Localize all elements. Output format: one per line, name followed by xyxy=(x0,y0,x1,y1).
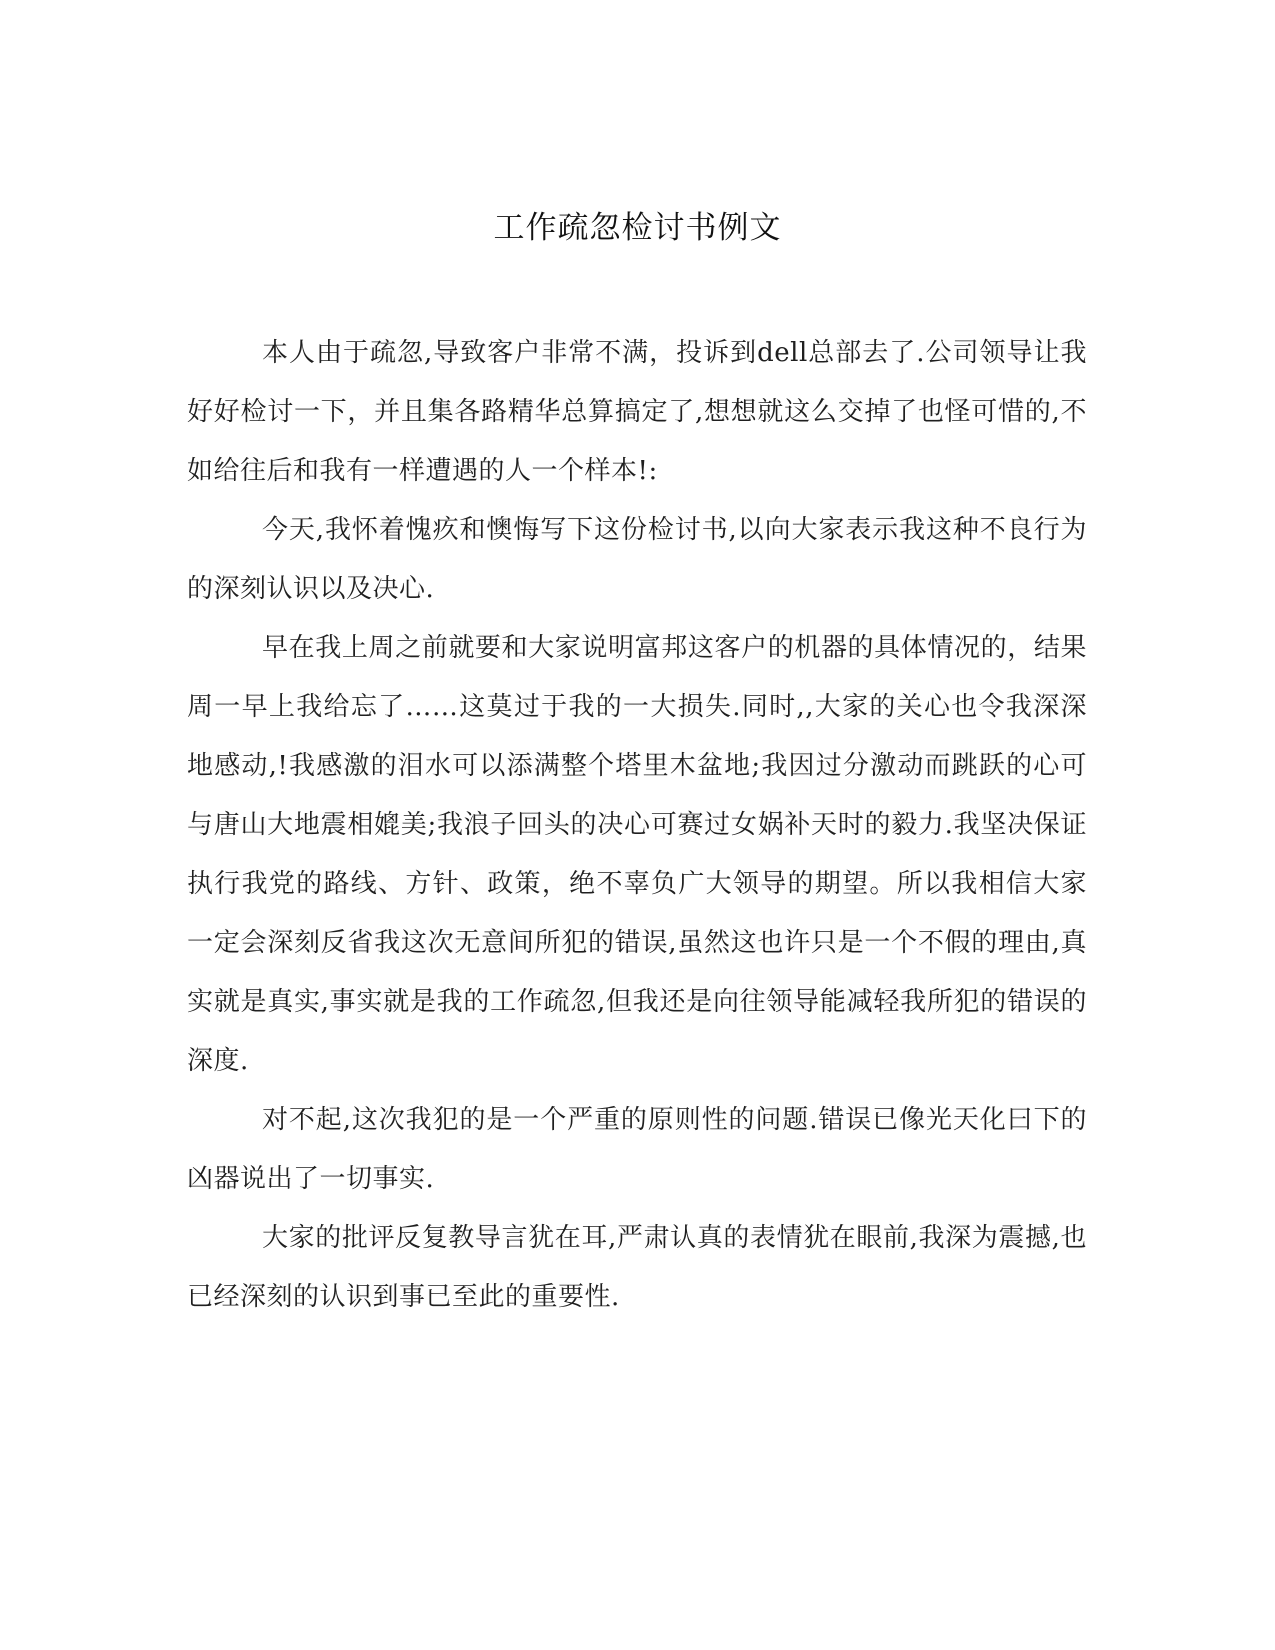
paragraph-5: 大家的批评反复教导言犹在耳,严肃认真的表情犹在眼前,我深为震撼,也已经深刻的认识到事已至此的重要性. xyxy=(187,1223,1087,1312)
paragraph-3: 早在我上周之前就要和大家说明富邦这客户的机器的具体情况的，结果周一早上我给忘了……这莫过于我的一大损失.同时,,大家的关心也令我深深地感动,!我感激的泪水可以添满整个塔里木盆地;我因过分激动而跳跃的心可与唐山大地震相媲美;我浪子回头的决心可赛过女娲补天时的毅力.我坚决保证执行我党的路线、方针、政策，绝不辜负广大领导的期望。所以我相信大家一定会深刻反省我这次无意间所犯的错误,虽然这也许只是一个不假的理由,真实就是真实,事实就是我的工作疏忽,但我还是向往领导能减轻我所犯的错误的深度. xyxy=(187,633,1087,1076)
document-body xyxy=(187,324,1087,1327)
paragraph-4: 对不起,这次我犯的是一个严重的原则性的问题.错误已像光天化曰下的凶器说出了一切事实. xyxy=(187,1105,1087,1194)
document-title: 工作疏忽检讨书例文 xyxy=(493,210,782,246)
paragraph-2: 今天,我怀着愧疚和懊悔写下这份检讨书,以向大家表示我这种不良行为的深刻认识以及决心. xyxy=(187,515,1087,604)
paragraph-1: 本人由于疏忽,导致客户非常不满，投诉到dell总部去了.公司领导让我好好检讨一下，并且集各路精华总算搞定了,想想就这么交掉了也怪可惜的,不如给往后和我有一样遭遇的人一个样本!: xyxy=(187,338,1087,486)
